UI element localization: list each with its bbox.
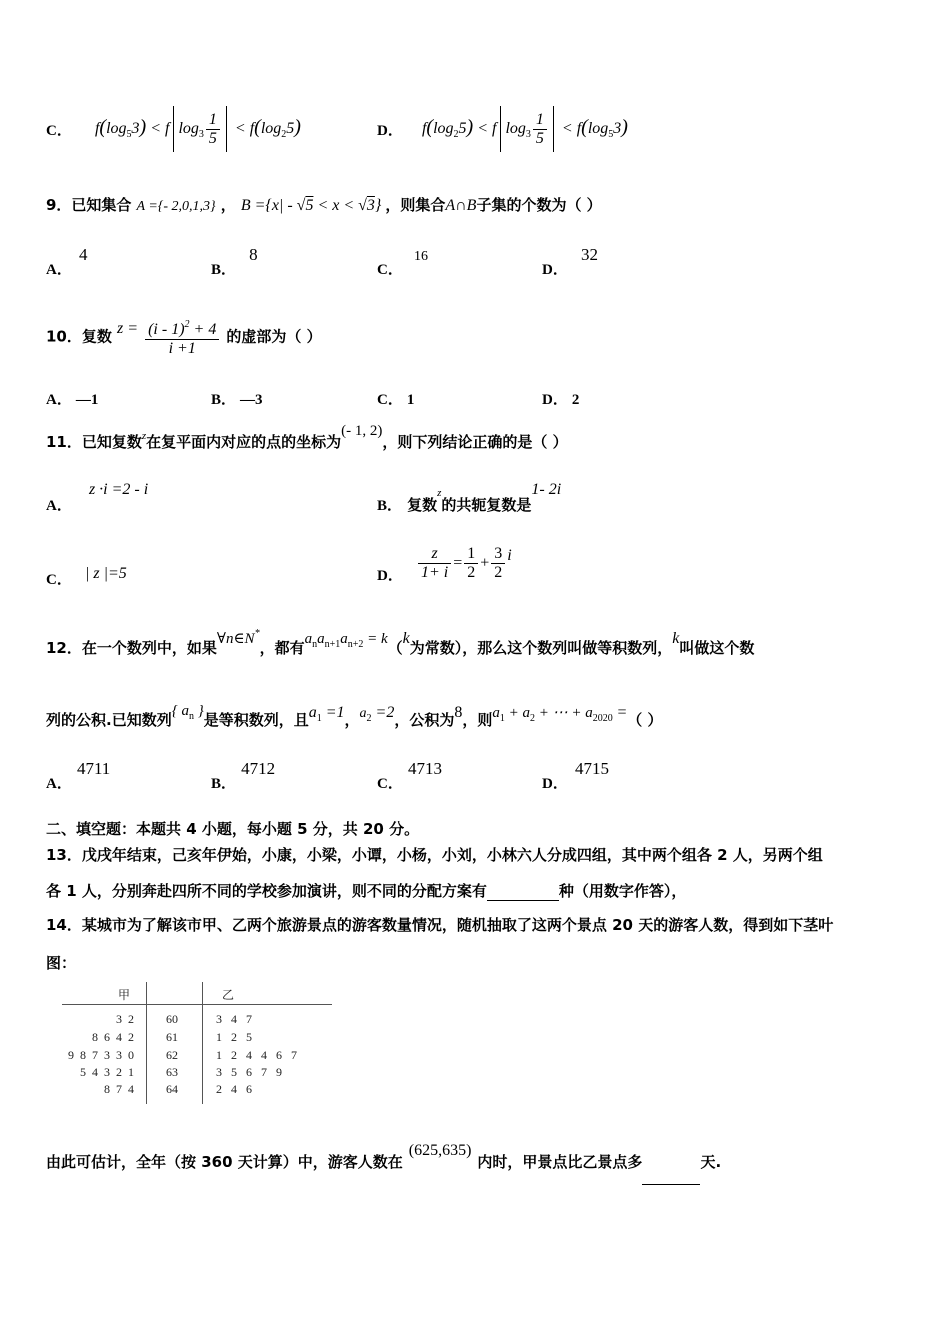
q8-option-c (46, 102, 301, 152)
q13-line1: 13．戊戌年结束，己亥年伊始，小康，小梁，小谭，小杨，小刘，小林六人分成四组，其中两个组各 2 人，另两个组 (46, 846, 823, 864)
less-than: < (477, 120, 488, 137)
stem-value: 63 (166, 1065, 178, 1079)
stem-leaf-plot (46, 982, 346, 1107)
sum-expr: $a_1 + a_2$ + ⋯ + $a_{2020}$ = (492, 704, 628, 724)
q11-b-math: 1- 2i (531, 481, 562, 498)
less-than: < (561, 120, 573, 137)
q9-suffix: 子集的个数为（ ） (476, 196, 602, 214)
interval: (625,635) (408, 1142, 472, 1159)
q10-option-d: D． 2 (542, 392, 580, 408)
option-value: 16 (413, 249, 428, 264)
leaf-right-row: 3 5 6 7 9 (216, 1065, 282, 1079)
plot-header-rule (62, 1004, 332, 1005)
q12-option-c: C． 4713 (377, 759, 442, 792)
f-symbol: f (491, 120, 497, 137)
log-base: 2 (453, 129, 459, 140)
log-text: log (433, 120, 454, 137)
leaf-right-row: 1 2 4 4 6 7 (216, 1048, 297, 1062)
leaf-right-row: 3 4 7 (216, 1012, 252, 1026)
q12-option-a: A． 4711 (46, 759, 111, 792)
q9-prefix: 9．已知集合 (46, 196, 132, 214)
log-text: log (260, 120, 282, 137)
f-symbol: f (94, 120, 100, 137)
q11-mid: 在复平面内对应的点的坐标为 (146, 433, 342, 451)
log-text: log (106, 120, 127, 137)
set-a: A ={- 2,0,1,3} (136, 199, 216, 214)
z-equals: z = (116, 319, 138, 337)
q10-prefix: 10．复数 (46, 327, 112, 346)
stem-value: 60 (166, 1012, 178, 1026)
option-label: D． (542, 262, 568, 278)
q11-c-math: | z |=5 (84, 565, 127, 582)
q11-option-b: B． 复数z的共轭复数是1- 2i (377, 481, 562, 514)
point-coord: (- 1, 2) (341, 423, 383, 439)
forall-n: ∀n∈N* (216, 628, 260, 647)
q12-line1: 12．在一个数列中，如果∀n∈N*，都有$a_na_{n+1}a_{n+2} = k(k$为常数），那么这个数列叫做等积数列，k叫做这个数 (46, 628, 755, 657)
leaf-left-row: 3 2 (116, 1012, 134, 1026)
q9-option-c (377, 244, 428, 278)
option-label: A． (46, 262, 72, 278)
q12-line2: 列的公积.已知数列{ $a_n$ }是等积数列，且$a_1 =1$，$a_2 =2$，公积为8，则$a_1 + a_2$ + ⋯ + $a_{2020}$ =（ ） (46, 703, 663, 729)
q9-mid: ，则集合 (385, 196, 446, 214)
option-label: B． (211, 262, 237, 278)
f-symbol: f (249, 120, 255, 137)
z-var: z (141, 430, 147, 442)
log-text: log (587, 120, 609, 137)
log-base: 3 (198, 129, 204, 140)
leaf-left-row: 8 7 4 (104, 1082, 134, 1096)
q9-option-b (211, 244, 258, 278)
stem-value: 61 (166, 1030, 178, 1044)
product-expr: $a_na_{n+1}a_{n+2} = k$ (304, 631, 388, 650)
q8-option-d (377, 102, 628, 152)
header-right: 乙 (222, 988, 235, 1002)
q8-c-expr: $f(\log_53) < f$ $\log_3$ $\frac{1}{5}$ < $f(\log_25)$ (95, 120, 301, 137)
stem-value: 62 (166, 1048, 178, 1062)
leaf-right-row: 1 2 5 (216, 1030, 252, 1044)
option-value: 8 (249, 245, 258, 264)
log-arg: 3 (131, 120, 140, 137)
q13-line2: 各 1 人，分别奔赴四所不同的学校参加演讲，则不同的分配方案有 种（用数字作答）， (46, 882, 687, 900)
fraction: $\frac{1}{5}$ (533, 111, 547, 148)
log-base: 2 (281, 129, 287, 140)
set-b: B ={x| - √5 < x < √3} (240, 197, 382, 214)
leaf-left-row: 5 4 3 2 1 (80, 1065, 134, 1079)
q10-option-a: A． —1 (46, 392, 99, 408)
q11-stem (46, 420, 568, 466)
q11-option-d: D． $\frac{z}{1+ i}$ = $\frac{1}{2}$ + $\frac{3}{2}$ i (377, 545, 512, 584)
q10-stem (46, 306, 322, 367)
plot-left-divider (146, 982, 147, 1104)
f-symbol: f (576, 120, 582, 137)
q11-option-a: A． z ·i =2 - i (46, 481, 149, 514)
log-text: log (178, 120, 199, 137)
section-title: 二、填空题：本题共 4 小题，每小题 5 分，共 20 分。 (46, 820, 420, 838)
leaf-left-row: 9 8 7 3 3 0 (68, 1048, 134, 1062)
log-text: log (505, 120, 526, 137)
plot-right-divider (202, 982, 203, 1104)
q11-suffix: ，则下列结论正确的是（ ） (382, 433, 568, 451)
option-label: C． (377, 262, 403, 278)
option-value: 4 (78, 245, 88, 264)
q8-d-expr: $f(\log_25) < f$ $\log_3$ $\frac{1}{5}$ < $f(\log_53)$ (422, 120, 628, 137)
q14-line2: 图： (46, 954, 77, 972)
q9-option-a (46, 244, 88, 278)
log-base: 3 (525, 129, 531, 140)
q10-option-c: C． 1 (377, 392, 415, 408)
leaf-left-row: 8 6 4 2 (92, 1030, 134, 1044)
a2-eq: $a_2 =2$ (359, 704, 395, 724)
q11-prefix: 11．已知复数 (46, 433, 142, 451)
q14-line1: 14．某城市为了解该市甲、乙两个旅游景点的游客数量情况，随机抽取了这两个景点 20 天的游客人数，得到如下茎叶 (46, 916, 834, 934)
a-cap-b: A∩B (445, 197, 477, 214)
q8-option-d-label: D． (377, 123, 403, 139)
q14-bottom: 由此可估计，全年（按 360 天计算）中，游客人数在(625,635)内时，甲景点比乙景点多 天. (46, 1140, 721, 1185)
log-arg: 5 (286, 120, 295, 137)
option-value: 32 (580, 245, 598, 264)
less-than: < (150, 120, 161, 137)
log-arg: 5 (458, 120, 467, 137)
log-base: 5 (126, 129, 132, 140)
q9-option-d (542, 244, 598, 278)
q10-fraction: $\frac{(i - 1)^2 + 4}{i +1}$ (145, 316, 219, 358)
answer-blank[interactable] (642, 1158, 700, 1185)
q12-option-d: D． 4715 (542, 759, 609, 792)
log-base: 5 (608, 129, 614, 140)
q9-stem (46, 190, 602, 222)
less-than: < (234, 120, 246, 137)
a1-eq: $a_1 =1$ (308, 704, 345, 724)
q11-a-math: z ·i =2 - i (88, 481, 149, 498)
q10-suffix: 的虚部为（ ） (226, 327, 322, 346)
sequence-an: { $a_n$ } (171, 703, 204, 722)
q8-option-c-label: C． (46, 123, 72, 139)
q10-option-b: B． —3 (211, 392, 263, 408)
header-left: 甲 (118, 988, 131, 1002)
comma: ， (220, 196, 236, 214)
fraction: $\frac{1}{5}$ (206, 111, 220, 148)
q12-option-b: B． 4712 (211, 759, 276, 792)
f-symbol: f (164, 120, 170, 137)
answer-blank[interactable] (487, 884, 559, 901)
leaf-right-row: 2 4 6 (216, 1082, 252, 1096)
q11-option-c: C． | z |=5 (46, 565, 127, 588)
f-symbol: f (421, 120, 427, 137)
stem-value: 64 (166, 1082, 178, 1096)
log-arg: 3 (613, 120, 622, 137)
